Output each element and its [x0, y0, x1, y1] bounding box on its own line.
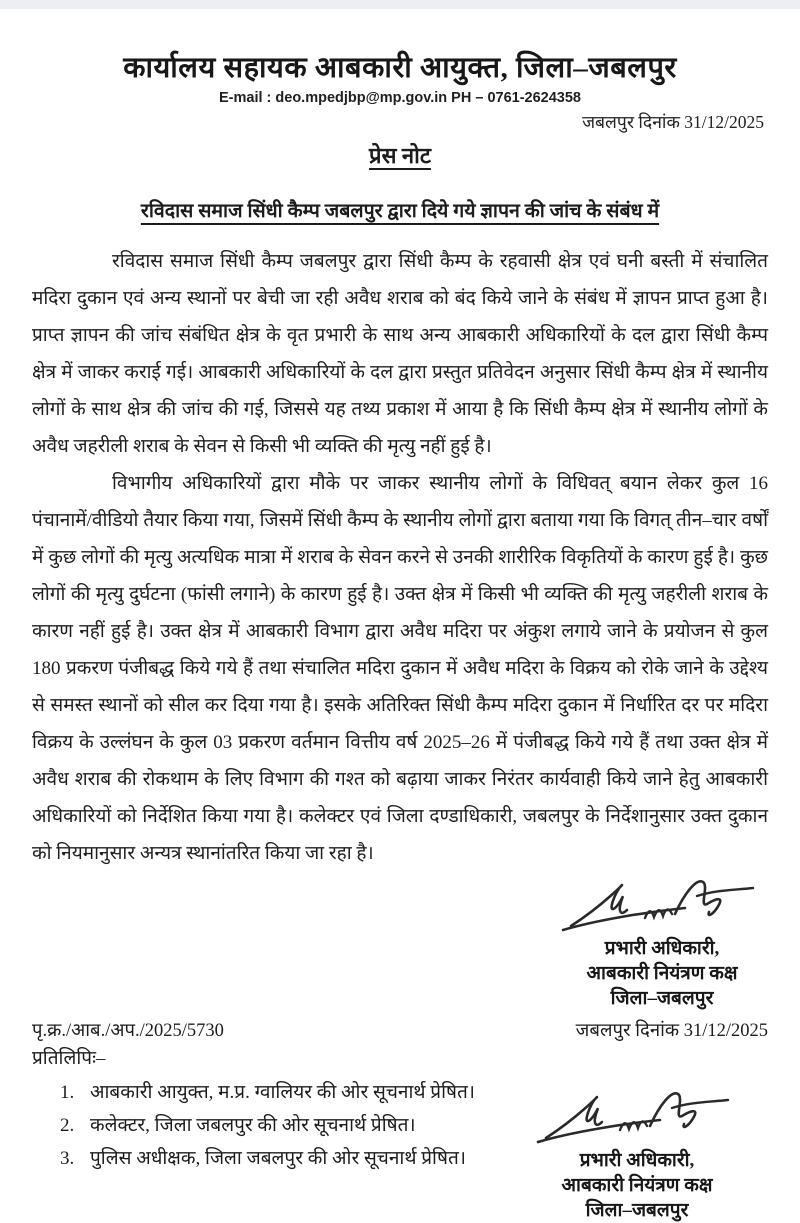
signatory-designation-top: प्रभारी अधिकारी,	[604, 938, 720, 959]
office-title: कार्यालय सहायक आबकारी आयुक्त, जिला–जबलपुर	[123, 52, 677, 84]
reference-number: पृ.क्र./आब./अप./2025/5730	[32, 1021, 224, 1041]
list-item-number: 2.	[60, 1115, 75, 1136]
doc-title	[32, 140, 768, 170]
signatory-designation-bottom: प्रभारी अधिकारी,	[579, 1150, 695, 1171]
signature-block-top	[537, 874, 787, 1011]
subject-text: रविदास समाज सिंधी कैम्प जबलपुर द्वारा दिये गये ज्ञापन की जांच के संबंध में	[140, 201, 660, 222]
contact-line: E-mail : deo.mpedjbp@mp.gov.in PH – 0761-2624358	[219, 90, 581, 106]
copies-label: प्रतिलिपिः–	[32, 1048, 106, 1069]
signature-block-bottom	[512, 1086, 762, 1223]
list-item	[60, 1076, 475, 1109]
list-item	[60, 1109, 475, 1142]
scan-edge-artifact	[0, 0, 800, 9]
signatory-district-bottom: जिला–जबलपुर	[585, 1200, 689, 1221]
copies-list	[32, 1076, 475, 1175]
place-date-top: जबलपुर दिनांक 31/12/2025	[582, 112, 764, 132]
signature-scribble-icon	[557, 874, 767, 936]
list-item-number: 1.	[60, 1082, 75, 1103]
subject-line	[32, 196, 768, 223]
signature-scribble-icon	[532, 1086, 742, 1148]
list-item-text: आबकारी आयुक्त, म.प्र. ग्वालियर की ओर सूचनार्थ प्रेषित।	[90, 1082, 475, 1103]
press-note-document	[0, 9, 800, 1223]
signatory-office-bottom: आबकारी नियंत्रण कक्ष	[561, 1175, 713, 1196]
copies-row	[32, 1076, 768, 1223]
paragraph-1: रविदास समाज सिंधी कैम्प जबलपुर द्वारा सिंधी कैम्प के रहवासी क्षेत्र एवं घनी बस्ती में संचालित मदिरा दुकान एवं अन्य स्थानों पर बेची जा रही अवैध शराब को बंद किये जाने के संबंध में ज्ञापन प्राप्त हुआ है। प्राप्त ज्ञापन की जांच संबंधित क्षेत्र के वृत प्रभारी के साथ अन्य आबकारी अधिकारियों के दल द्वारा सिंधी कैम्प क्षेत्र में जाकर कराई गई। आबकारी अधिकारियों के दल द्वारा प्रस्तुत प्रतिवेदन अनुसार सिंधी कैम्प क्षेत्र में स्थानीय लोगों के साथ क्षेत्र की जांच की गई, जिससे यह तथ्य प्रकाश में आया है कि सिंधी कैम्प क्षेत्र में स्थानीय लोगों के अवैध जहरीली शराब के सेवन से किसी भी व्यक्ति की मृत्यु नहीं हुई है।	[32, 251, 768, 457]
doc-title-text: प्रेस नोट	[369, 143, 431, 168]
reference-row	[32, 1017, 768, 1042]
body-text	[32, 243, 768, 872]
signatory-office-top: आबकारी नियंत्रण कक्ष	[586, 963, 738, 984]
signatory-district-top: जिला–जबलपुर	[610, 988, 714, 1009]
list-item-text: पुलिस अधीक्षक, जिला जबलपुर की ओर सूचनार्थ प्रेषित।	[90, 1148, 466, 1169]
list-item-number: 3.	[60, 1148, 75, 1169]
list-item	[60, 1142, 475, 1175]
paragraph-2: विभागीय अधिकारियों द्वारा मौके पर जाकर स्थानीय लोगों के विधिवत् बयान लेकर कुल 16 पंचानामें/वीडियो तैयार किया गया, जिसमें सिंधी कैम्प के स्थानीय लोगों द्वारा बताया गया कि विगत् तीन–चार वर्षों में कुछ लोगों की मृत्यु अत्यधिक मात्रा में शराब के सेवन करने से उनकी शारीरिक विकृतियों के कारण हुई है। कुछ लोगों की मृत्यु दुर्घटना (फांसी लगाने) के कारण हुई है। उक्त क्षेत्र में किसी भी व्यक्ति की मृत्यु जहरीली शराब के कारण नहीं हुई है। उक्त क्षेत्र में आबकारी विभाग द्वारा अवैध मदिरा पर अंकुश लगाये जाने के प्रयोजन से कुल 180 प्रकरण पंजीबद्ध किये गये हैं तथा संचालित मदिरा दुकान में अवैध मदिरा के विक्रय को रोके जाने के उद्देश्य से समस्त स्थानों को सील कर दिया गया है। इसके अतिरिक्त सिंधी कैम्प मदिरा दुकान में निर्धारित दर पर मदिरा विक्रय के उल्लंघन के कुल 03 प्रकरण वर्तमान वित्तीय वर्ष 2025–26 में पंजीबद्ध किये गये हैं तथा उक्त क्षेत्र में अवैध शराब की रोकथाम के लिए विभाग की गश्त को बढ़ाया जाकर निरंतर कार्यवाही किये जाने हेतु आबकारी अधिकारियों को निर्देशित किया गया है। कलेक्टर एवं जिला दण्डाधिकारी, जबलपुर के निर्देशानुसार उक्त दुकान को नियमानुसार अन्यत्र स्थानांतरित किया जा रहा है।	[32, 473, 768, 864]
list-item-text: कलेक्टर, जिला जबलपुर की ओर सूचनार्थ प्रेषित।	[90, 1115, 416, 1136]
place-date-bottom: जबलपुर दिनांक 31/12/2025	[575, 1021, 768, 1041]
